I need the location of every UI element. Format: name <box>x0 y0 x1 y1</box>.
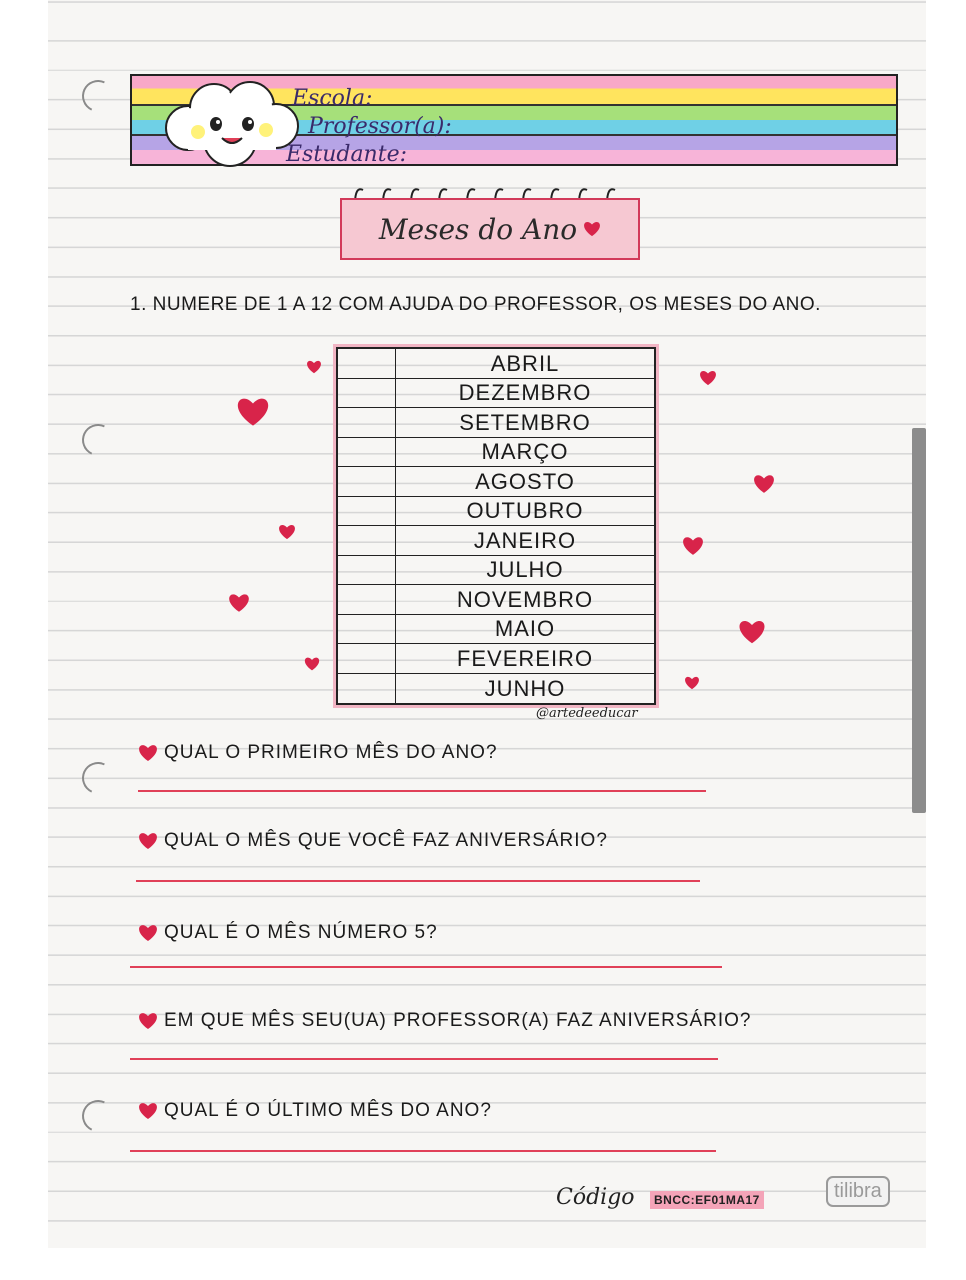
answer-line[interactable] <box>138 790 706 792</box>
month-cell: NOVEMBRO <box>456 586 594 612</box>
page-title: Meses do Ano <box>378 212 578 246</box>
month-cell: FEVEREIRO <box>456 645 594 671</box>
month-cell: JANEIRO <box>473 527 577 553</box>
school-label: Escola: <box>292 86 373 111</box>
table-row <box>338 615 654 645</box>
number-cell[interactable] <box>338 556 396 585</box>
scrollbar[interactable] <box>912 428 926 813</box>
answer-line[interactable] <box>130 1058 718 1060</box>
watermark: @artedeeducar <box>536 706 638 721</box>
heart-icon <box>684 676 700 690</box>
answer-line[interactable] <box>130 966 722 968</box>
brand-logo: tilibra <box>826 1176 890 1207</box>
table-row <box>338 497 654 527</box>
instruction-text: 1. NUMERE DE 1 A 12 COM AJUDA DO PROFESSOR, OS MESES DO ANO. <box>130 294 821 315</box>
question <box>138 742 498 764</box>
heart-icon <box>752 474 776 494</box>
month-cell: ABRIL <box>490 350 560 376</box>
heart-icon <box>138 1102 158 1120</box>
number-cell[interactable] <box>338 526 396 555</box>
question-text: QUAL É O MÊS NÚMERO 5? <box>164 922 438 943</box>
heart-icon <box>698 370 718 386</box>
heart-icon <box>228 592 250 614</box>
teacher-label: Professor(a): <box>308 114 452 139</box>
number-cell[interactable] <box>338 585 396 614</box>
table-row <box>338 438 654 468</box>
question <box>138 1100 492 1122</box>
month-cell: MARÇO <box>481 439 569 464</box>
answer-line[interactable] <box>136 880 700 882</box>
heart-icon <box>138 744 158 762</box>
table-row <box>338 467 654 497</box>
table-row <box>338 674 654 704</box>
title-badge <box>340 198 640 260</box>
answer-line[interactable] <box>130 1150 716 1152</box>
question-text: QUAL O PRIMEIRO MÊS DO ANO? <box>164 742 498 763</box>
table-row <box>338 556 654 586</box>
number-cell[interactable] <box>338 644 396 673</box>
month-cell: MAIO <box>494 616 556 641</box>
month-cell: AGOSTO <box>475 468 575 494</box>
heart-icon <box>138 1012 158 1030</box>
month-cell: JULHO <box>486 557 564 582</box>
number-cell[interactable] <box>338 379 396 408</box>
number-cell[interactable] <box>338 674 396 704</box>
month-cell: OUTUBRO <box>466 498 584 523</box>
number-cell[interactable] <box>338 467 396 496</box>
table-row <box>338 379 654 409</box>
number-cell[interactable] <box>338 615 396 644</box>
heart-icon <box>278 524 296 540</box>
table-row <box>338 349 654 379</box>
question <box>138 922 438 944</box>
heart-icon <box>583 221 601 237</box>
question <box>138 1010 751 1032</box>
table-row <box>338 408 654 438</box>
number-cell[interactable] <box>338 408 396 437</box>
heart-icon <box>306 360 322 374</box>
month-cell: DEZEMBRO <box>458 380 592 405</box>
heart-icon <box>138 832 158 850</box>
question-text: QUAL O MÊS QUE VOCÊ FAZ ANIVERSÁRIO? <box>164 830 608 851</box>
student-label: Estudante: <box>286 142 407 167</box>
code-value: BNCC:EF01MA17 <box>650 1191 764 1209</box>
table-row <box>338 644 654 674</box>
number-cell[interactable] <box>338 497 396 526</box>
question-text: QUAL É O ÚLTIMO MÊS DO ANO? <box>164 1100 492 1121</box>
number-cell[interactable] <box>338 349 396 378</box>
table-row <box>338 585 654 615</box>
heart-icon <box>138 924 158 942</box>
cloud-face-icon <box>158 80 306 168</box>
question <box>138 830 608 852</box>
table-row <box>338 526 654 556</box>
month-table <box>336 347 656 705</box>
number-cell[interactable] <box>338 438 396 467</box>
question-text: EM QUE MÊS SEU(UA) PROFESSOR(A) FAZ ANIVERSÁRIO? <box>164 1010 752 1031</box>
heart-icon <box>680 536 706 556</box>
page-margin <box>0 1248 966 1280</box>
heart-icon <box>236 396 270 428</box>
code-label: Código <box>556 1185 635 1210</box>
heart-icon <box>738 618 766 646</box>
month-cell: SETEMBRO <box>459 409 591 435</box>
heart-icon <box>304 656 320 672</box>
month-cell: JUNHO <box>484 676 566 701</box>
